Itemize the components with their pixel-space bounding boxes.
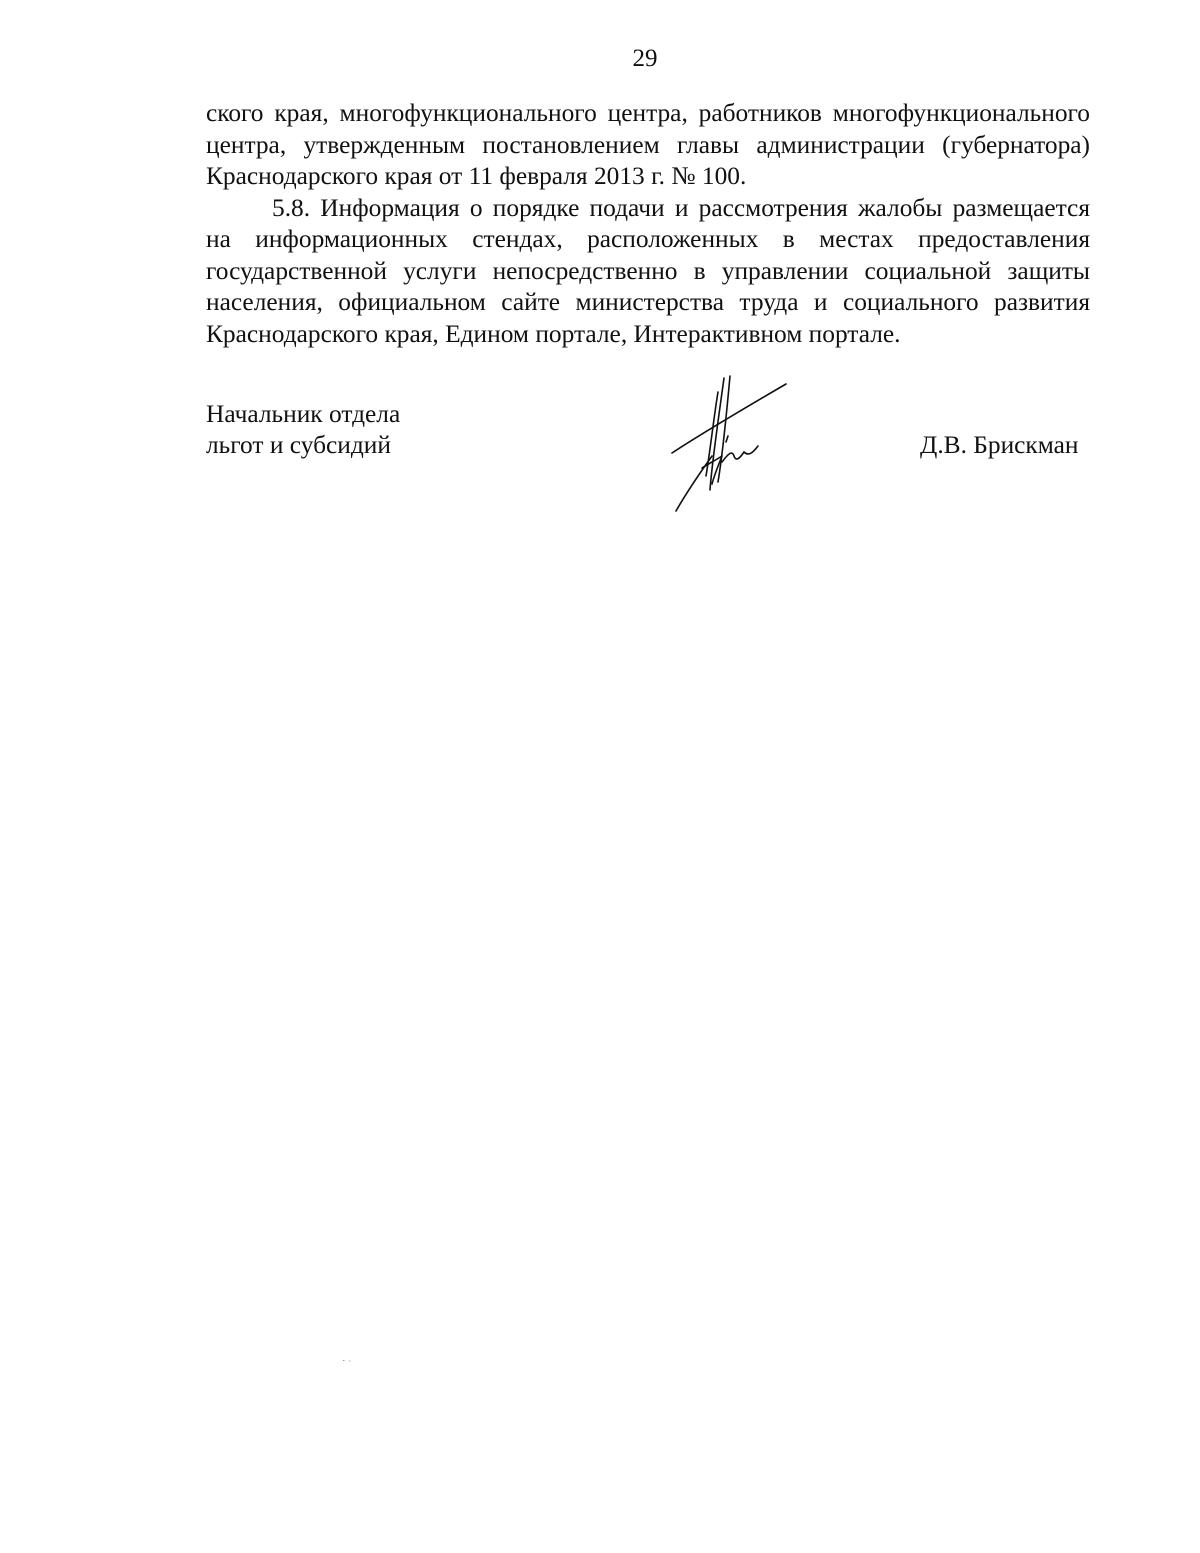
signer-name: Д.В. Брискман xyxy=(920,431,1079,459)
signer-position-line1: Начальник отдела xyxy=(206,400,401,428)
paragraph-5-8: 5.8. Информация о порядке подачи и рассмотрения жалобы размещается на информационных стендах, расположенных в местах предоставления государственной услуги непосредственно в управлении социальной защиты населения, официальном сайте министерства труда и социального развития Краснодарского края, Едином портале, Интерактивном портале. xyxy=(206,193,1090,348)
page-number: 29 xyxy=(632,45,658,72)
signer-position-line2: льгот и субсидий xyxy=(206,431,391,459)
document-body xyxy=(206,98,1090,350)
paragraph-continuation: ского края, многофункционального центра, работников многофункционального центра, утвержденным постановлением главы администрации (губернатора) Краснодарского края от 11 февраля 2013 г. № 100. xyxy=(206,99,1090,190)
scan-speck xyxy=(343,1360,353,1362)
signer-position xyxy=(206,399,400,461)
handwritten-signature xyxy=(668,372,790,514)
